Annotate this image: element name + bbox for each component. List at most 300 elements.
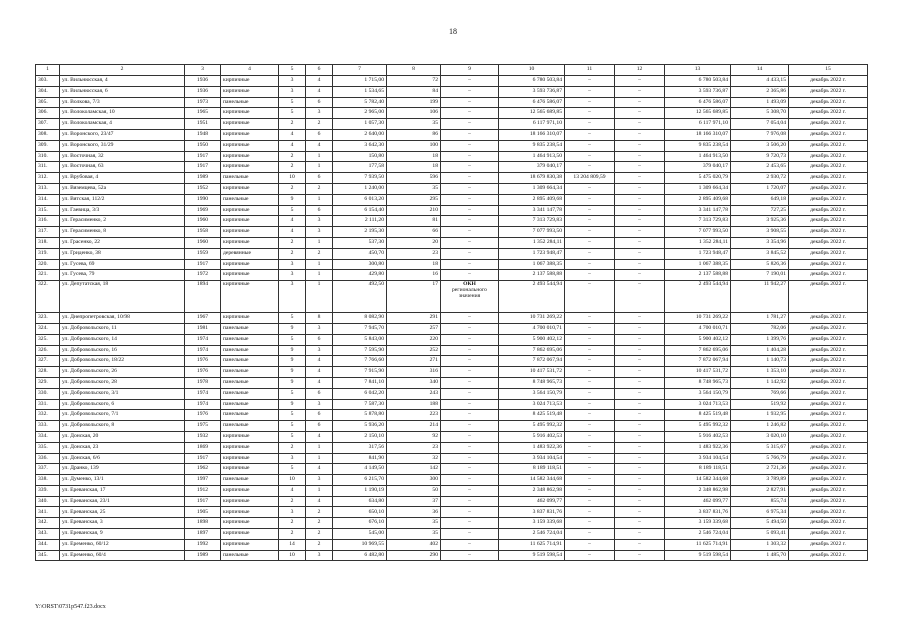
table-cell: 3 506,20 xyxy=(731,140,789,151)
table-cell: – xyxy=(565,205,615,216)
table-cell: декабрь 2022 г. xyxy=(789,464,868,475)
table-cell: 519,92 xyxy=(731,399,789,410)
table-cell: – xyxy=(441,485,499,496)
table-cell: – xyxy=(441,194,499,205)
table-cell: 2 195,30 xyxy=(333,227,387,238)
table-cell: – xyxy=(441,367,499,378)
table-cell: 2 xyxy=(279,237,306,248)
table-cell: 303. xyxy=(36,76,60,87)
table-cell: ул. Герасименко, 8 xyxy=(60,227,185,238)
table-cell: 855,74 xyxy=(731,496,789,507)
table-cell: 7 872 067,94 xyxy=(499,356,565,367)
table-row xyxy=(36,475,868,486)
table-cell: кирпичные xyxy=(221,183,279,194)
table-cell: 2 640,00 xyxy=(333,129,387,140)
table-cell: – xyxy=(565,388,615,399)
table-cell: – xyxy=(615,97,665,108)
table-cell: 727,25 xyxy=(731,205,789,216)
table-cell: 9 xyxy=(279,345,306,356)
table-cell: 3 837 831,76 xyxy=(665,507,731,518)
table-cell: 9 xyxy=(279,399,306,410)
table-cell: 304. xyxy=(36,86,60,97)
table-cell: панельные xyxy=(221,97,279,108)
table-cell: 3 xyxy=(306,227,333,238)
table-cell: 1 xyxy=(306,259,333,270)
table-cell: 7 841,10 xyxy=(333,377,387,388)
table-cell: 1 xyxy=(306,281,333,313)
table-row xyxy=(36,431,868,442)
table-cell: 6 013,20 xyxy=(333,194,387,205)
table-cell: декабрь 2022 г. xyxy=(789,237,868,248)
table-cell: 340. xyxy=(36,496,60,507)
table-cell: 1 140,73 xyxy=(731,356,789,367)
table-cell: 1 309 664,34 xyxy=(665,183,731,194)
table-cell: ул. Добровольского, 26 xyxy=(60,367,185,378)
table-cell: кирпичные xyxy=(221,281,279,313)
table-cell: 14 582 344,68 xyxy=(665,475,731,486)
table-cell: панельные xyxy=(221,334,279,345)
table-cell: 5 xyxy=(279,410,306,421)
table-cell: 8 748 965,73 xyxy=(665,377,731,388)
table-cell: 315. xyxy=(36,205,60,216)
table-cell: – xyxy=(441,550,499,561)
table-cell: ул. Восточная, 32 xyxy=(60,151,185,162)
table-cell: 8 425 519,48 xyxy=(499,410,565,421)
table-cell: кирпичные xyxy=(221,259,279,270)
table-cell: ул. Думенко, 13/1 xyxy=(60,475,185,486)
table-cell: – xyxy=(615,162,665,173)
table-cell: 650,10 xyxy=(333,507,387,518)
table-cell: 402 xyxy=(387,539,441,550)
table-row xyxy=(36,345,868,356)
table-cell: 300 xyxy=(387,475,441,486)
table-cell: кирпичные xyxy=(221,485,279,496)
table-cell: 2 348 862,98 xyxy=(499,485,565,496)
table-cell: 1 723 948,47 xyxy=(665,248,731,259)
table-cell: 32 xyxy=(387,453,441,464)
table-cell: 223 xyxy=(387,410,441,421)
table-cell: 1974 xyxy=(185,345,221,356)
table-cell: 1912 xyxy=(185,485,221,496)
table-cell: 295 xyxy=(387,194,441,205)
table-cell: кирпичные xyxy=(221,237,279,248)
table-cell: ул. Гусева, 79 xyxy=(60,270,185,281)
table-cell: декабрь 2022 г. xyxy=(789,475,868,486)
table-cell: 1 309 664,34 xyxy=(499,183,565,194)
table-cell: 3 xyxy=(306,550,333,561)
table-cell: 6 476 586,07 xyxy=(499,97,565,108)
table-cell: декабрь 2022 г. xyxy=(789,323,868,334)
table-cell: 6 xyxy=(306,410,333,421)
table-row xyxy=(36,97,868,108)
table-cell: 1 xyxy=(306,194,333,205)
table-cell: 649,18 xyxy=(731,194,789,205)
table-cell: ул. Добровольского, 11 xyxy=(60,323,185,334)
table-cell: 1905 xyxy=(185,507,221,518)
table-cell: 2 xyxy=(279,248,306,259)
table-cell: ул. Вильнюсская, 6 xyxy=(60,86,185,97)
table-cell: 7 595,90 xyxy=(333,345,387,356)
table-cell: 18 xyxy=(387,259,441,270)
table-cell: 1917 xyxy=(185,162,221,173)
table-cell: 84 xyxy=(387,86,441,97)
table-cell: – xyxy=(565,475,615,486)
table-cell: 177,58 xyxy=(333,162,387,173)
table-cell: 1932 xyxy=(185,431,221,442)
table-cell: – xyxy=(565,162,615,173)
table-row xyxy=(36,108,868,119)
table-cell: 545,00 xyxy=(333,529,387,540)
table-cell: – xyxy=(441,475,499,486)
table-cell: 5 xyxy=(279,421,306,432)
table-cell: 6 xyxy=(306,334,333,345)
table-cell: декабрь 2022 г. xyxy=(789,129,868,140)
table-cell: – xyxy=(565,108,615,119)
table-cell: 10 417 531,72 xyxy=(665,367,731,378)
table-cell: ул. Ереванская, 25 xyxy=(60,507,185,518)
table-cell: 308. xyxy=(36,129,60,140)
table-cell: 4 xyxy=(306,431,333,442)
table-cell: декабрь 2022 г. xyxy=(789,108,868,119)
table-cell: 1965 xyxy=(185,108,221,119)
table-cell: 9 835 238,54 xyxy=(499,140,565,151)
table-cell: 6 117 971,10 xyxy=(665,119,731,130)
table-cell: 7 313 729,83 xyxy=(665,216,731,227)
table-cell: 11 942,27 xyxy=(731,281,789,313)
table-cell: – xyxy=(565,129,615,140)
table-cell: ул. Еременко, 60/4 xyxy=(60,550,185,561)
table-cell: 1917 xyxy=(185,151,221,162)
table-cell: 1 720,07 xyxy=(731,183,789,194)
table-cell: 5 xyxy=(279,108,306,119)
table-cell: кирпичные xyxy=(221,216,279,227)
table-cell: – xyxy=(615,421,665,432)
table-cell: 7 862 695,06 xyxy=(665,345,731,356)
table-row xyxy=(36,334,868,345)
table-cell: 312. xyxy=(36,173,60,184)
table-row xyxy=(36,86,868,97)
table-cell: 379 040,17 xyxy=(665,162,731,173)
column-header: 10 xyxy=(499,65,565,76)
table-cell: декабрь 2022 г. xyxy=(789,97,868,108)
table-cell: 18 xyxy=(387,162,441,173)
table-cell: – xyxy=(615,356,665,367)
table-cell: – xyxy=(565,518,615,529)
table-cell: – xyxy=(565,345,615,356)
table-cell: – xyxy=(615,76,665,87)
table-cell: 1 485,70 xyxy=(731,550,789,561)
table-cell: 2 546 724,04 xyxy=(499,529,565,540)
column-header: 6 xyxy=(306,65,333,76)
table-cell: 676,10 xyxy=(333,518,387,529)
table-cell: 35 xyxy=(387,529,441,540)
table-cell: 3 908,55 xyxy=(731,227,789,238)
table-cell: 1974 xyxy=(185,334,221,345)
table-cell: панельные xyxy=(221,399,279,410)
table-cell: 3 593 736,87 xyxy=(665,86,731,97)
table-row xyxy=(36,183,868,194)
table-cell: – xyxy=(565,367,615,378)
table-cell: – xyxy=(441,259,499,270)
table-cell: 492,50 xyxy=(333,281,387,313)
table-cell: кирпичные xyxy=(221,227,279,238)
table-cell: 450,70 xyxy=(333,248,387,259)
table-cell: – xyxy=(615,464,665,475)
table-cell: 291 xyxy=(387,313,441,324)
table-cell: 7 587,30 xyxy=(333,399,387,410)
table-cell: 2 xyxy=(279,162,306,173)
okn-subtitle: регионального значения xyxy=(452,286,487,299)
table-cell: панельные xyxy=(221,173,279,184)
table-row xyxy=(36,356,868,367)
column-number-row xyxy=(36,65,868,76)
table-cell: 1 353,10 xyxy=(731,367,789,378)
okn-title: ОКН xyxy=(463,281,476,288)
table-cell: 1 057,30 xyxy=(333,119,387,130)
table-cell: 3 354,96 xyxy=(731,237,789,248)
table-cell: 100 xyxy=(387,140,441,151)
table-cell: 7 766,60 xyxy=(333,356,387,367)
table-row xyxy=(36,76,868,87)
table-cell: 6 xyxy=(306,388,333,399)
table-cell: 7 945,70 xyxy=(333,323,387,334)
table-row xyxy=(36,539,868,550)
table-cell: 769,66 xyxy=(731,388,789,399)
table-cell: кирпичные xyxy=(221,313,279,324)
table-cell: 6 482,80 xyxy=(333,550,387,561)
table-cell: 6 154,40 xyxy=(333,205,387,216)
table-cell: 2 546 724,04 xyxy=(665,529,731,540)
table-cell: 1 246,82 xyxy=(731,421,789,432)
table-cell: 1997 xyxy=(185,475,221,486)
table-cell: 5 475 020,79 xyxy=(665,173,731,184)
table-cell: кирпичные xyxy=(221,496,279,507)
table-cell: 1898 xyxy=(185,518,221,529)
table-cell: ул. Еременко, 60/12 xyxy=(60,539,185,550)
table-cell: 1 493,09 xyxy=(731,97,789,108)
table-cell: 316 xyxy=(387,367,441,378)
table-cell: 1952 xyxy=(185,183,221,194)
housing-registry-table xyxy=(35,64,868,561)
table-cell: декабрь 2022 г. xyxy=(789,377,868,388)
table-cell: 5 878,80 xyxy=(333,410,387,421)
table-row xyxy=(36,173,868,184)
table-row xyxy=(36,151,868,162)
table-cell: 1 352 284,11 xyxy=(499,237,565,248)
table-cell: 3 024 713,53 xyxy=(499,399,565,410)
table-cell: 6 xyxy=(306,205,333,216)
table-cell: 3 845,52 xyxy=(731,248,789,259)
table-row xyxy=(36,550,868,561)
table-cell: – xyxy=(565,421,615,432)
table-cell: 2 xyxy=(279,529,306,540)
table-row xyxy=(36,227,868,238)
table-row xyxy=(36,367,868,378)
table-row xyxy=(36,129,868,140)
table-cell: 10 731 269,22 xyxy=(665,313,731,324)
table-cell: ул. Гусева, 69 xyxy=(60,259,185,270)
table-cell: 1981 xyxy=(185,323,221,334)
table-cell: 14 xyxy=(279,539,306,550)
table-cell: 150,80 xyxy=(333,151,387,162)
table-cell: 1 xyxy=(306,442,333,453)
table-cell: 1 483 922,36 xyxy=(499,442,565,453)
table-cell: декабрь 2022 г. xyxy=(789,529,868,540)
table-cell: – xyxy=(565,119,615,130)
table-row xyxy=(36,162,868,173)
table-cell: 2 721,36 xyxy=(731,464,789,475)
table-cell: 1 715,00 xyxy=(333,76,387,87)
table-cell: – xyxy=(615,281,665,313)
table-cell: – xyxy=(615,323,665,334)
table-cell: 9 519 598,54 xyxy=(499,550,565,561)
table-cell: декабрь 2022 г. xyxy=(789,119,868,130)
table-cell: – xyxy=(565,539,615,550)
table-cell: 86 xyxy=(387,129,441,140)
table-cell: 1974 xyxy=(185,388,221,399)
table-cell: ул. Вяземцева, 52а xyxy=(60,183,185,194)
table-cell: 321. xyxy=(36,270,60,281)
table-cell: 10 xyxy=(279,550,306,561)
table-cell: 20 xyxy=(387,237,441,248)
table-cell: – xyxy=(615,550,665,561)
table-row xyxy=(36,270,868,281)
table-cell: 1989 xyxy=(185,173,221,184)
table-cell: 18 xyxy=(387,151,441,162)
table-cell: 4 xyxy=(279,129,306,140)
table-cell: ул. Воронского, 31/29 xyxy=(60,140,185,151)
table-cell: 81 xyxy=(387,216,441,227)
table-row xyxy=(36,485,868,496)
table-cell: 2 xyxy=(306,539,333,550)
table-cell: декабрь 2022 г. xyxy=(789,496,868,507)
table-cell: 7 190,01 xyxy=(731,270,789,281)
table-cell: – xyxy=(565,216,615,227)
table-cell: 4 xyxy=(306,76,333,87)
table-cell: – xyxy=(615,259,665,270)
table-cell: 1 xyxy=(306,151,333,162)
table-cell: 9 519 598,54 xyxy=(665,550,731,561)
table-cell: – xyxy=(565,237,615,248)
table-cell: декабрь 2022 г. xyxy=(789,345,868,356)
table-cell: – xyxy=(565,194,615,205)
table-row xyxy=(36,323,868,334)
table-cell: 1 190,19 xyxy=(333,485,387,496)
table-cell: 2 xyxy=(306,119,333,130)
table-cell: – xyxy=(615,507,665,518)
table-cell: 9 720,73 xyxy=(731,151,789,162)
table-cell: 1960 xyxy=(185,216,221,227)
table-cell: 3 xyxy=(279,86,306,97)
table-cell: 2 365,86 xyxy=(731,86,789,97)
table-cell: 1 xyxy=(306,485,333,496)
table-cell: 11 625 714,91 xyxy=(499,539,565,550)
table-cell: 462 099,77 xyxy=(499,496,565,507)
table-cell: 7 077 993,50 xyxy=(499,227,565,238)
table-cell: 36 xyxy=(387,507,441,518)
table-cell: 3 xyxy=(306,475,333,486)
table-cell: декабрь 2022 г. xyxy=(789,248,868,259)
column-header: 2 xyxy=(60,65,185,76)
table-cell: 5 xyxy=(279,205,306,216)
table-cell: 5 315,67 xyxy=(731,442,789,453)
table-cell: – xyxy=(615,377,665,388)
table-cell: 1 xyxy=(306,237,333,248)
table-cell: – xyxy=(565,76,615,87)
table-cell: 1992 xyxy=(185,539,221,550)
table-cell: 9 xyxy=(279,367,306,378)
table-cell: панельные xyxy=(221,194,279,205)
table-cell: 13 204 809,59 xyxy=(565,173,615,184)
table-cell: 1989 xyxy=(185,550,221,561)
table-cell: – xyxy=(615,227,665,238)
table-cell: 6 xyxy=(306,97,333,108)
table-cell: 4 700 010,71 xyxy=(665,323,731,334)
table-cell: – xyxy=(441,496,499,507)
table-cell: – xyxy=(441,410,499,421)
table-cell: 1 067 388,35 xyxy=(665,259,731,270)
table-cell: – xyxy=(565,550,615,561)
table-cell: 3 020,10 xyxy=(731,431,789,442)
table-cell: 306. xyxy=(36,108,60,119)
table-cell: – xyxy=(565,86,615,97)
table-cell: 300,80 xyxy=(333,259,387,270)
table-cell: декабрь 2022 г. xyxy=(789,431,868,442)
table-cell: 333. xyxy=(36,421,60,432)
table-cell: – xyxy=(441,270,499,281)
table-row xyxy=(36,259,868,270)
table-cell: 220 xyxy=(387,334,441,345)
table-cell: 340 xyxy=(387,377,441,388)
table-cell: панельные xyxy=(221,550,279,561)
table-cell: 1967 xyxy=(185,313,221,324)
table-cell: панельные xyxy=(221,367,279,378)
table-cell: декабрь 2022 г. xyxy=(789,518,868,529)
table-row xyxy=(36,281,868,313)
table-cell: 5 495 992,32 xyxy=(665,421,731,432)
table-cell: 5 766,79 xyxy=(731,453,789,464)
table-cell: 5 xyxy=(279,431,306,442)
table-cell: 3 xyxy=(306,345,333,356)
table-cell: 3 341 147,78 xyxy=(665,205,731,216)
table-cell: 338. xyxy=(36,475,60,486)
column-header: 4 xyxy=(221,65,279,76)
table-cell: – xyxy=(615,431,665,442)
table-row xyxy=(36,248,868,259)
table-cell: 309. xyxy=(36,140,60,151)
table-cell: кирпичные xyxy=(221,442,279,453)
table-cell: 4 700 010,71 xyxy=(499,323,565,334)
table-cell: декабрь 2022 г. xyxy=(789,442,868,453)
table-cell: кирпичные xyxy=(221,205,279,216)
table-cell: 35 xyxy=(387,119,441,130)
table-cell: 3 925,36 xyxy=(731,216,789,227)
table-cell: 3 xyxy=(279,507,306,518)
table-cell: – xyxy=(615,194,665,205)
table-cell: 9 xyxy=(279,323,306,334)
table-cell: 188 xyxy=(387,399,441,410)
table-cell: – xyxy=(441,237,499,248)
table-cell: 5 xyxy=(279,97,306,108)
table-cell: 1978 xyxy=(185,377,221,388)
table-cell: – xyxy=(441,151,499,162)
table-cell: – xyxy=(615,388,665,399)
table-cell: – xyxy=(441,227,499,238)
table-cell: 2 111,20 xyxy=(333,216,387,227)
table-cell: 6 117 971,10 xyxy=(499,119,565,130)
table-cell: 3 593 736,87 xyxy=(499,86,565,97)
table-cell: декабрь 2022 г. xyxy=(789,259,868,270)
